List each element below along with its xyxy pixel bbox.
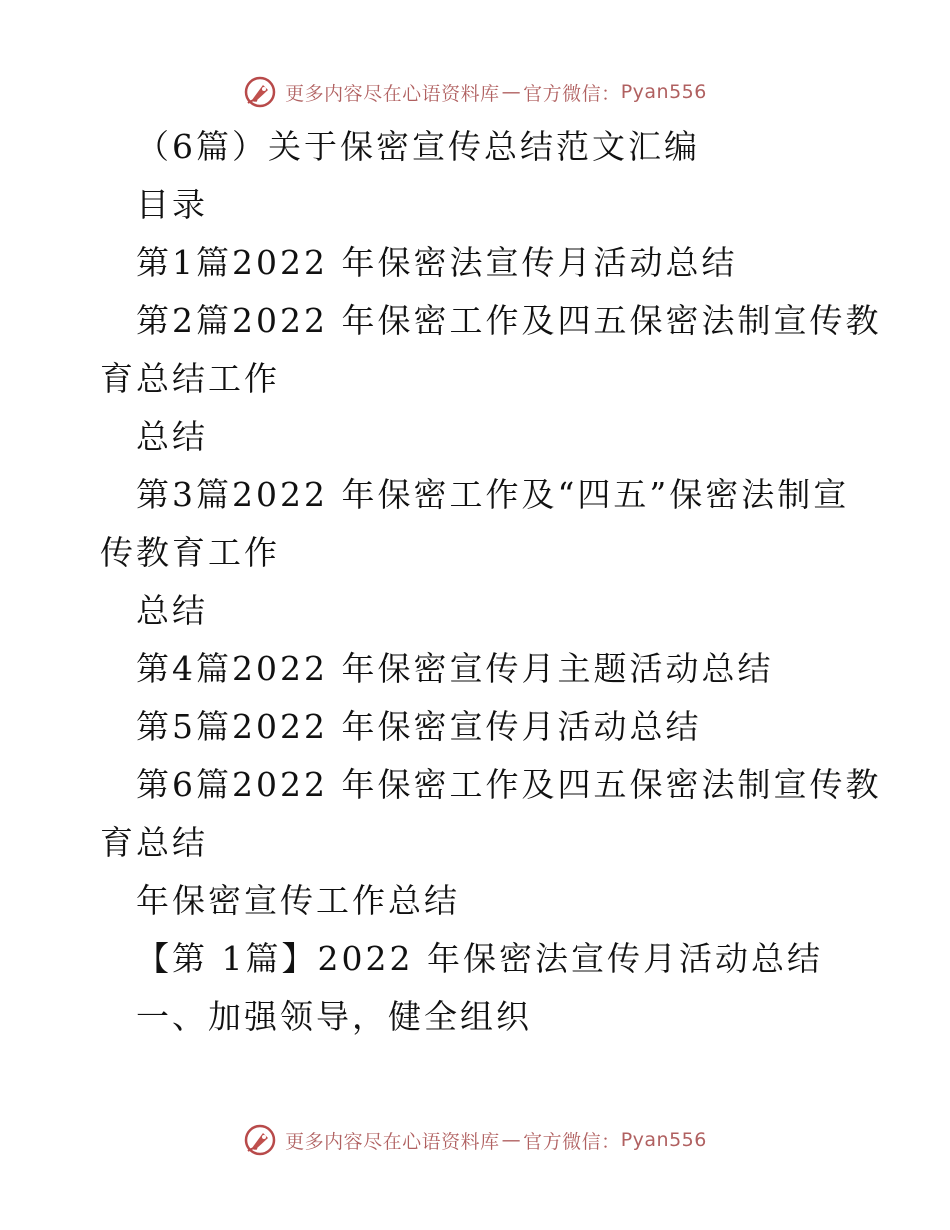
toc-item-6-tail: 年保密宣传工作总结 bbox=[136, 881, 460, 920]
document-body bbox=[100, 118, 882, 1046]
watermark-bottom bbox=[0, 1120, 950, 1160]
watermark-main: 更多内容尽在心语资料库 bbox=[285, 82, 500, 105]
section-heading: 【第 1篇】2022 年保密法宣传月活动总结 bbox=[136, 939, 823, 978]
toc-item-2: 第2篇2022 年保密工作及四五保密法制宣传教 bbox=[136, 301, 882, 340]
watermark-handle: Pyan556 bbox=[620, 1129, 707, 1151]
watermark-label: 官方微信： bbox=[523, 82, 621, 105]
toc-item-3: 第3篇2022 年保密工作及“四五”保密法制宣 bbox=[136, 475, 850, 514]
toc-heading: 目录 bbox=[136, 185, 208, 224]
toc-item-3-tail: 总结 bbox=[136, 591, 208, 630]
subheading: 一、加强领导，健全组织 bbox=[136, 997, 532, 1036]
toc-item-2-tail: 总结 bbox=[136, 417, 208, 456]
toc-item-4: 第4篇2022 年保密宣传月主题活动总结 bbox=[136, 649, 774, 688]
toc-item-3-wrap: 传教育工作 bbox=[100, 533, 280, 572]
pen-nib-logo-icon bbox=[243, 1123, 277, 1157]
watermark-text bbox=[285, 79, 707, 106]
toc-item-1: 第1篇2022 年保密法宣传月活动总结 bbox=[136, 243, 738, 282]
toc-item-5: 第5篇2022 年保密宣传月活动总结 bbox=[136, 707, 702, 746]
watermark-separator: — bbox=[501, 81, 522, 103]
watermark-text bbox=[285, 1127, 707, 1154]
toc-item-6-wrap: 育总结 bbox=[100, 823, 208, 862]
watermark-main: 更多内容尽在心语资料库 bbox=[285, 1130, 500, 1153]
toc-item-2-wrap: 育总结工作 bbox=[100, 359, 280, 398]
toc-item-6: 第6篇2022 年保密工作及四五保密法制宣传教 bbox=[136, 765, 882, 804]
watermark-handle: Pyan556 bbox=[620, 81, 707, 103]
document-title: （6篇）关于保密宣传总结范文汇编 bbox=[136, 127, 700, 166]
watermark-label: 官方微信： bbox=[523, 1130, 621, 1153]
watermark-top bbox=[0, 72, 950, 112]
pen-nib-logo-icon bbox=[243, 75, 277, 109]
watermark-separator: — bbox=[501, 1129, 522, 1151]
